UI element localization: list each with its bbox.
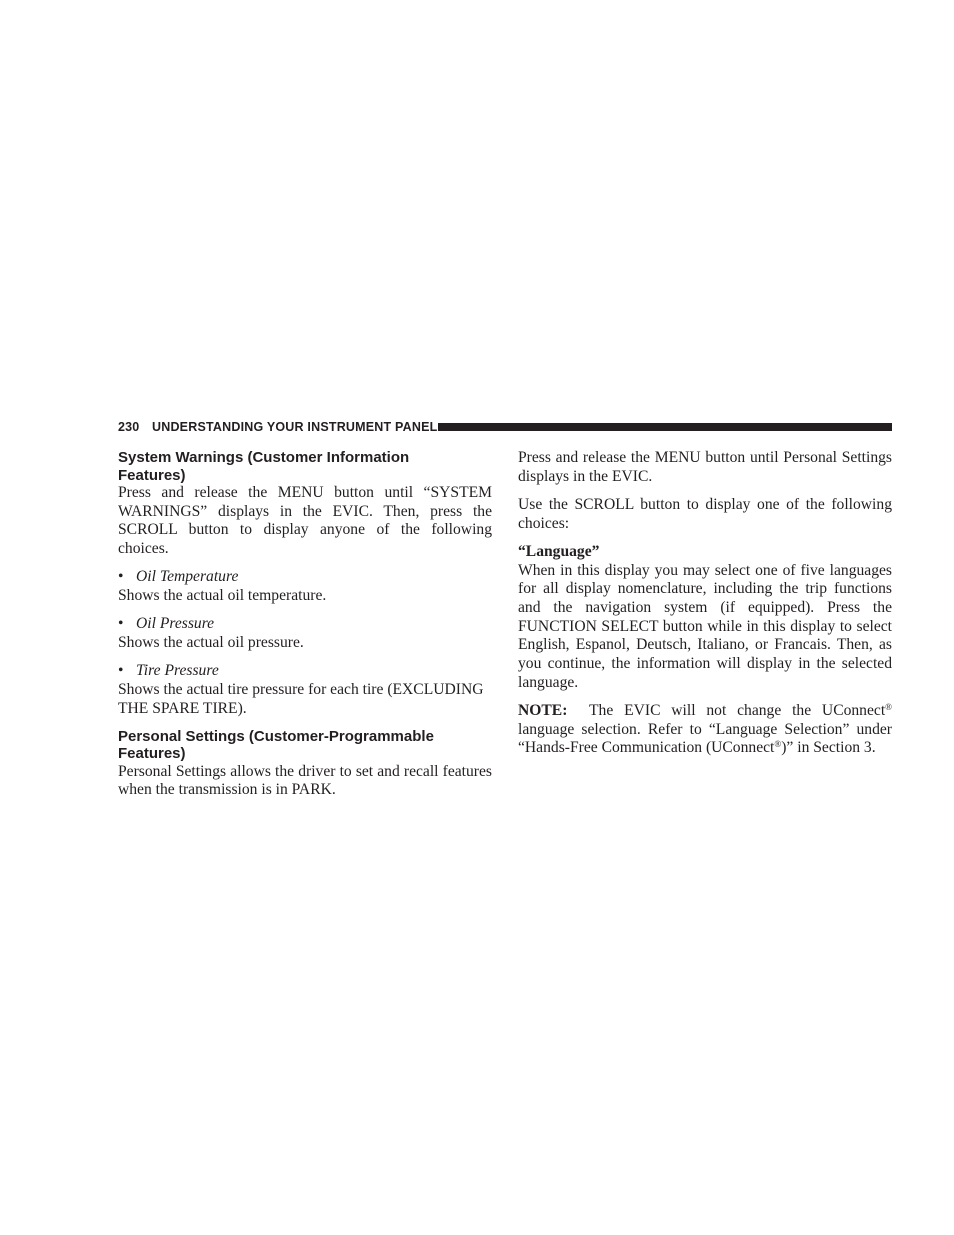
bullet-icon: • [118, 662, 124, 680]
registered-mark-1: ® [885, 701, 893, 712]
item-title: Oil Temperature [136, 568, 239, 586]
note-label: NOTE: [518, 701, 568, 719]
right-column [518, 449, 892, 758]
item-description: Shows the actual oil pressure. [118, 633, 304, 651]
system-warnings-heading [118, 449, 492, 484]
personal-settings-heading [118, 728, 492, 763]
note-text-part3: )” in Section 3. [781, 739, 876, 757]
personal-settings-body: Personal Settings allows the driver to set and recall features when the transmission is in PARK. [118, 762, 492, 799]
item-description: Shows the actual tire pressure for each tire (EXCLUDING THE SPARE TIRE). [118, 680, 484, 717]
scroll-choices-paragraph: Use the SCROLL button to display one of the following choices: [518, 495, 892, 532]
personal-settings-heading-line2: Features) [118, 745, 186, 763]
section-title: UNDERSTANDING YOUR INSTRUMENT PANEL [152, 420, 438, 434]
registered-mark-2: ® [774, 739, 782, 750]
system-warnings-intro: Press and release the MENU button until “SYSTEM WARNINGS” displays in the EVIC. Then, press the SCROLL button to display anyone of the following choices. [118, 484, 492, 558]
list-item-tire-pressure [118, 662, 492, 681]
header-rule [438, 423, 892, 431]
page-header [118, 418, 892, 438]
note-text-part2: language selection. Refer to “Language Selection” under “Hands-Free Communication (UConnect [518, 720, 892, 757]
item-title: Tire Pressure [136, 662, 219, 680]
list-item-oil-pressure [118, 615, 492, 634]
item-title: Oil Pressure [136, 615, 215, 633]
language-body: When in this display you may select one of five languages for all display nomenclature, including the trip functions and the navigation system (if equipped). Press the FUNCTION SELECT button while in this display to select English, Espanol, Deutsch, Italiano, or Francais. Then, as you continue, the information will display in the selected language. [518, 561, 892, 691]
language-heading: “Language” [518, 542, 600, 560]
bullet-icon: • [118, 615, 124, 633]
left-column [118, 449, 492, 800]
note-text-part1: The EVIC will not change the UConnect [589, 701, 886, 719]
system-warnings-heading-line1: System Warnings (Customer Information [118, 449, 410, 466]
system-warnings-heading-line2: Features) [118, 466, 186, 484]
list-item-oil-temperature [118, 568, 492, 587]
item-description: Shows the actual oil temperature. [118, 587, 327, 605]
personal-settings-heading-line1: Personal Settings (Customer-Programmable [118, 727, 434, 745]
bullet-icon: • [118, 568, 124, 586]
page-number: 230 [118, 420, 140, 434]
note-paragraph [518, 702, 892, 758]
personal-settings-menu-paragraph: Press and release the MENU button until Personal Settings displays in the EVIC. [518, 449, 892, 485]
